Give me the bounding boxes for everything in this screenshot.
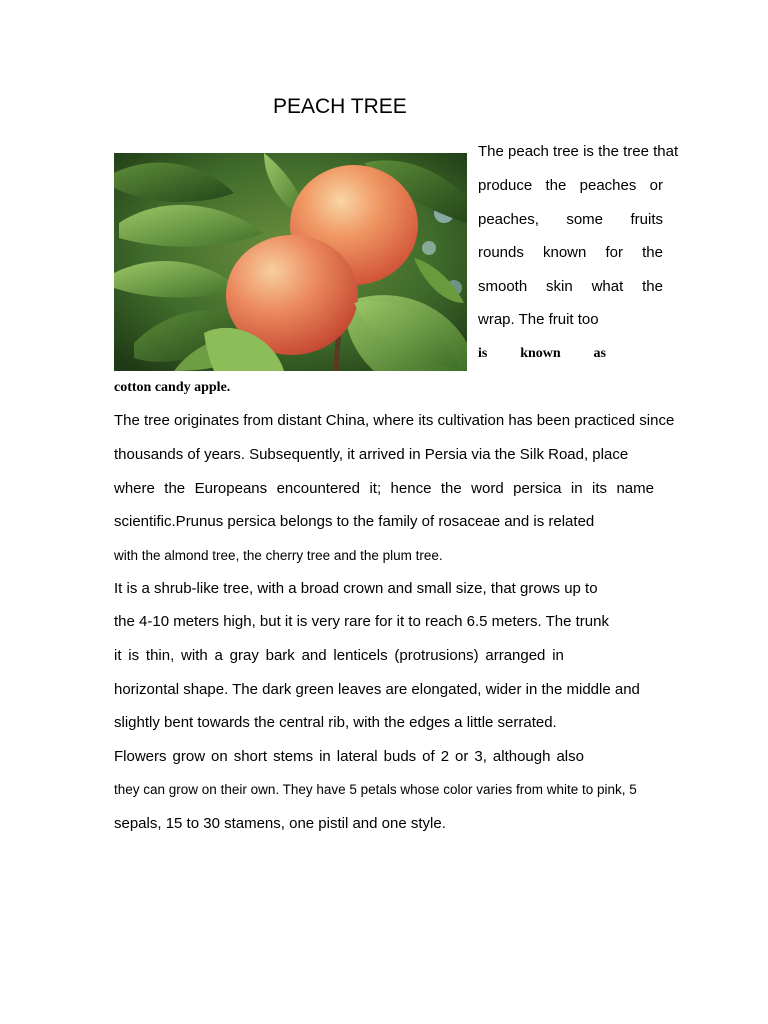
- intro-line: peaches, some fruits: [478, 211, 663, 228]
- intro-line: wrap. The fruit too: [478, 311, 599, 328]
- body-line: with the almond tree, the cherry tree and the plum tree.: [114, 548, 443, 563]
- body-line: it is thin, with a gray bark and lenticels (protrusions) arranged in: [114, 647, 564, 664]
- body-line: horizontal shape. The dark green leaves are elongated, wider in the middle and: [114, 681, 640, 698]
- intro-line: is known as: [478, 346, 606, 361]
- body-line: The tree originates from distant China, where its cultivation has been practiced since: [114, 412, 675, 429]
- intro-line: smooth skin what the: [478, 278, 663, 295]
- body-line: sepals, 15 to 30 stamens, one pistil and one style.: [114, 815, 446, 832]
- body-line: scientific.Prunus persica belongs to the family of rosaceae and is related: [114, 513, 595, 530]
- body-line: the 4-10 meters high, but it is very rare for it to reach 6.5 meters. The trunk: [114, 613, 609, 630]
- body-line: slightly bent towards the central rib, with the edges a little serrated.: [114, 714, 557, 731]
- body-line: thousands of years. Subsequently, it arrived in Persia via the Silk Road, place: [114, 446, 629, 463]
- intro-line: rounds known for the: [478, 244, 663, 261]
- body-line: where the Europeans encountered it; hence the word persica in its name: [114, 480, 654, 497]
- page-title: PEACH TREE: [273, 95, 407, 118]
- intro-line: The peach tree is the tree that: [478, 143, 679, 160]
- body-line: they can grow on their own. They have 5 petals whose color varies from white to pink, 5: [114, 782, 637, 797]
- peach-photo: [114, 153, 467, 371]
- intro-line: produce the peaches or: [478, 177, 663, 194]
- body-line: Flowers grow on short stems in lateral buds of 2 or 3, although also: [114, 748, 584, 765]
- body-line: It is a shrub-like tree, with a broad crown and small size, that grows up to: [114, 580, 598, 597]
- intro-tail: cotton candy apple.: [114, 380, 231, 395]
